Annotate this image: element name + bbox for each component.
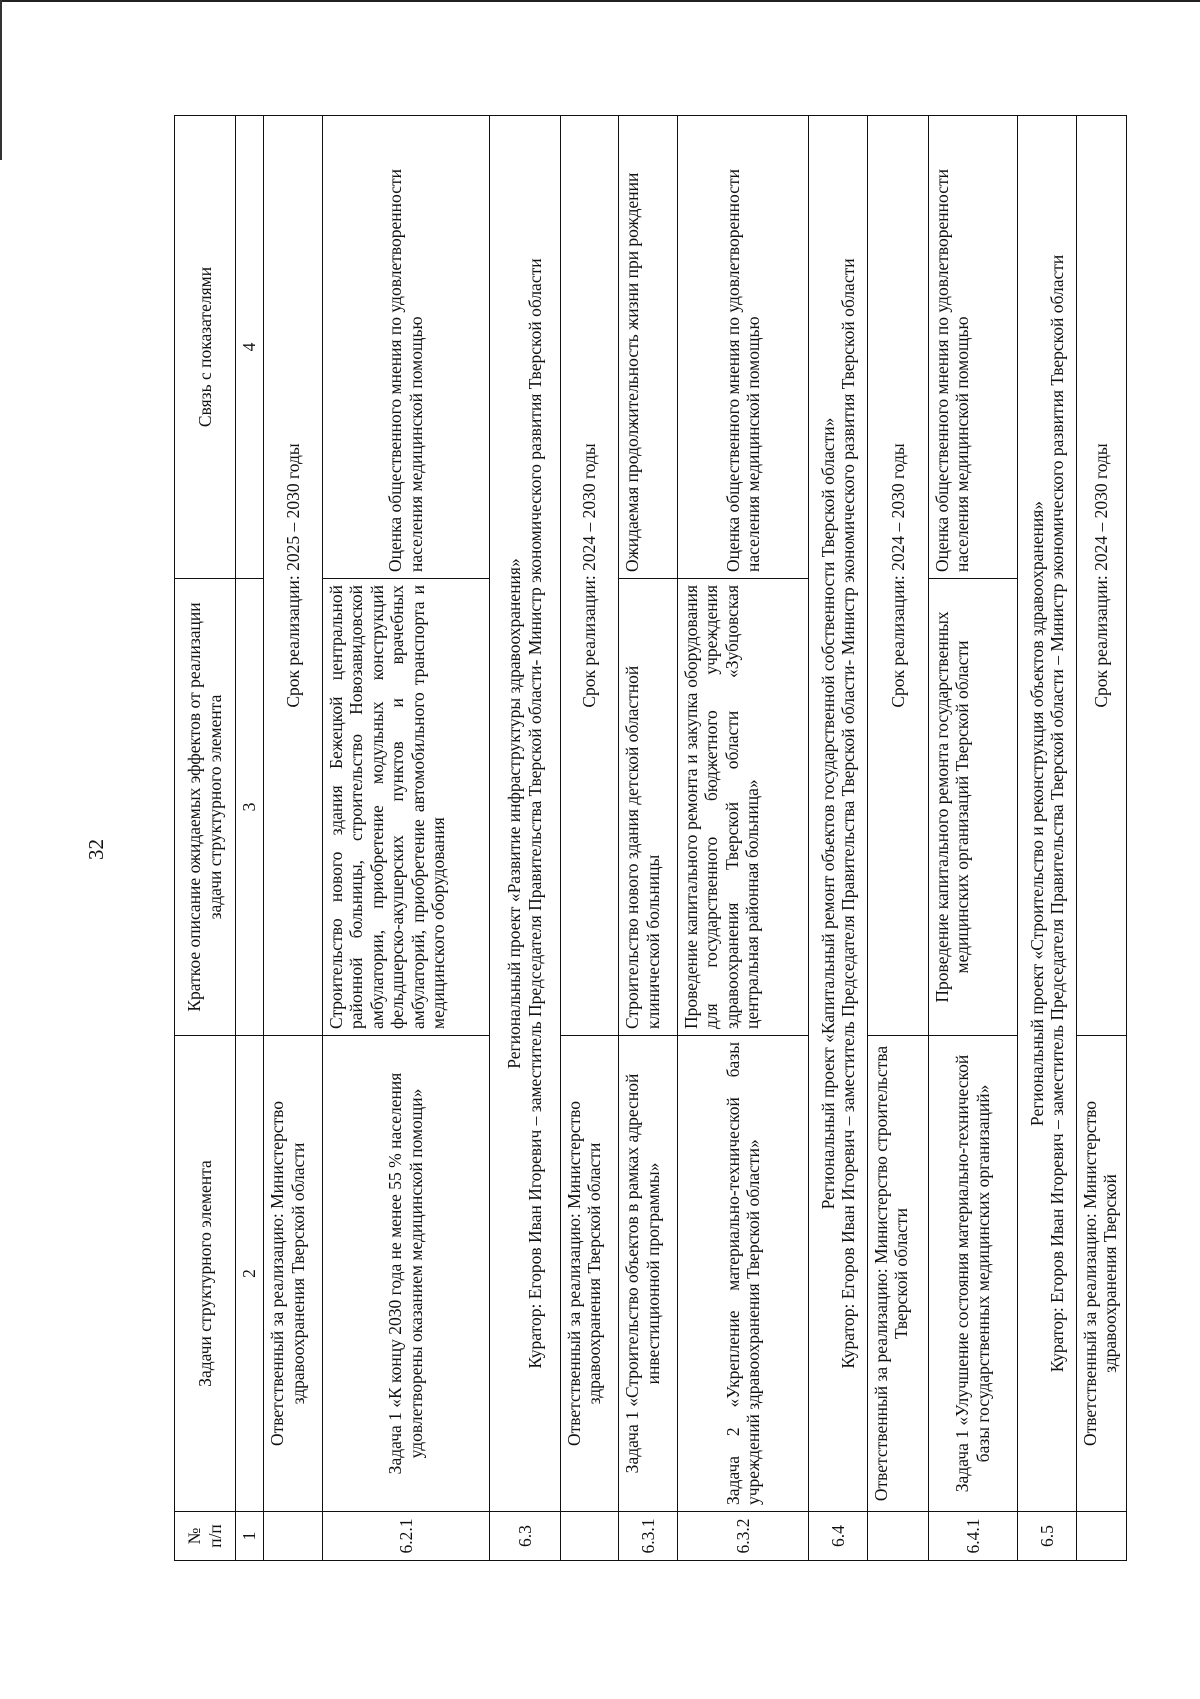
responsible-cell: Ответственный за реализацию: Министерство здравоохранения Тверской области bbox=[264, 1036, 322, 1512]
scan-edge-top bbox=[0, 0, 1200, 2]
table-row bbox=[1076, 116, 1126, 1561]
project-curator: Куратор: Егоров Иван Игоревич – заместитель Председателя Правительства Тверской области- Министр экономического развития Тверской области bbox=[838, 258, 859, 1369]
project-curator: Куратор: Егоров Иван Игоревич – заместитель Председателя Правительства Тверской области- Министр экономического развития Тверской области bbox=[524, 258, 545, 1369]
col-header-num: № п/п bbox=[175, 1512, 236, 1561]
task-number: 6.3.1 bbox=[619, 1512, 677, 1561]
empty-num-cell bbox=[560, 1512, 618, 1561]
rotated-table-container bbox=[174, 116, 1127, 1561]
section-number: 6.3 bbox=[489, 1512, 560, 1561]
project-title: Региональный проект «Строительство и реконструкция объектов здравоохранения» bbox=[1026, 500, 1047, 1127]
project-curator: Куратор: Егоров Иван Игоревич – заместитель Председателя Правительства Тверской области – Министр экономического развития Тверской области bbox=[1047, 254, 1068, 1373]
table-row bbox=[264, 116, 322, 1561]
index-cell-1: 1 bbox=[235, 1512, 264, 1561]
project-title: Региональный проект «Развитие инфраструктуры здравоохранения» bbox=[504, 558, 525, 1069]
index-row bbox=[235, 116, 264, 1561]
link-cell: Оценка общественного мнения по удовлетворенности населения медицинской помощью bbox=[677, 116, 809, 579]
project-cell bbox=[809, 116, 867, 1512]
col-header-effects: Краткое описание ожидаемых эффектов от реализации задачи структурного элемента bbox=[175, 579, 236, 1036]
term-cell: Срок реализации: 2024 – 2030 годы bbox=[560, 116, 618, 1036]
table-row bbox=[560, 116, 618, 1561]
task-number: 6.2.1 bbox=[322, 1512, 489, 1561]
task-cell: Задача 1 «К концу 2030 года не менее 55 % населения удовлетворены оказанием медицинской помощи» bbox=[322, 1036, 489, 1512]
table-row bbox=[1018, 116, 1076, 1561]
term-cell: Срок реализации: 2024 – 2030 годы bbox=[1076, 116, 1126, 1036]
project-cell bbox=[1018, 116, 1076, 1512]
empty-num-cell bbox=[867, 1512, 928, 1561]
effect-cell: Проведение капитального ремонта и закупка оборудования для государственного бюджетного учреждения здравоохранения Тверской области «Зубцовская центральная районная больница» bbox=[677, 579, 809, 1036]
effect-cell: Проведение капитального ремонта государственных медицинских организаций Тверской области bbox=[928, 579, 1018, 1036]
task-cell: Задача 1 «Улучшение состояния материально-технической базы государственных медицинских организаций» bbox=[928, 1036, 1018, 1512]
table-row bbox=[489, 116, 560, 1561]
table-row bbox=[619, 116, 677, 1561]
scan-edge-left bbox=[0, 0, 2, 160]
project-title: Региональный проект «Капитальный ремонт объектов государственной собственности Тверской области» bbox=[817, 417, 838, 1210]
link-cell: Оценка общественного мнения по удовлетворенности населения медицинской помощью bbox=[322, 116, 489, 579]
structural-elements-table bbox=[174, 115, 1127, 1561]
section-number: 6.4 bbox=[809, 1512, 867, 1561]
effect-cell: Строительство нового здания детской областной клинической больницы bbox=[619, 579, 677, 1036]
table-row bbox=[867, 116, 928, 1561]
link-cell: Оценка общественного мнения по удовлетворенности населения медицинской помощью bbox=[928, 116, 1018, 579]
responsible-cell: Ответственный за реализацию: Министерство здравоохранения Тверской области bbox=[560, 1036, 618, 1512]
effect-cell: Строительство нового здания Бежецкой центральной районной больницы, строительство Новозавидовской амбулатории, приобретение модульных конструкций фельдшерско-акушерских пунктов и врачебных амбулаторий, приобретение автомобильного транспорта и медицинского оборудования bbox=[322, 579, 489, 1036]
task-number: 6.4.1 bbox=[928, 1512, 1018, 1561]
term-cell: Срок реализации: 2025 – 2030 годы bbox=[264, 116, 322, 1036]
responsible-cell: Ответственный за реализацию: Министерство здравоохранения Тверской bbox=[1076, 1036, 1126, 1512]
page-number bbox=[78, 0, 114, 1699]
table-row bbox=[809, 116, 867, 1561]
header-row bbox=[175, 116, 236, 1561]
responsible-cell: Ответственный за реализацию: Министерство строительства Тверской области bbox=[867, 1036, 928, 1512]
index-cell-2: 2 bbox=[235, 1036, 264, 1512]
table-row bbox=[322, 116, 489, 1561]
empty-num-cell bbox=[264, 1512, 322, 1561]
col-header-tasks: Задачи структурного элемента bbox=[175, 1036, 236, 1512]
section-number: 6.5 bbox=[1018, 1512, 1076, 1561]
link-cell: Ожидаемая продолжительность жизни при рождении bbox=[619, 116, 677, 579]
page-number-text: 32 bbox=[83, 839, 108, 860]
table-row bbox=[677, 116, 809, 1561]
empty-num-cell bbox=[1076, 1512, 1126, 1561]
task-cell: Задача 2 «Укрепление материально-технической базы учреждений здравоохранения Тверской области» bbox=[677, 1036, 809, 1512]
index-cell-4: 4 bbox=[235, 116, 264, 579]
task-cell: Задача 1 «Строительство объектов в рамках адресной инвестиционной программы» bbox=[619, 1036, 677, 1512]
task-number: 6.3.2 bbox=[677, 1512, 809, 1561]
table-row bbox=[928, 116, 1018, 1561]
col-header-link: Связь с показателями bbox=[175, 116, 236, 579]
project-cell bbox=[489, 116, 560, 1512]
term-cell: Срок реализации: 2024 – 2030 годы bbox=[867, 116, 928, 1036]
index-cell-3: 3 bbox=[235, 579, 264, 1036]
